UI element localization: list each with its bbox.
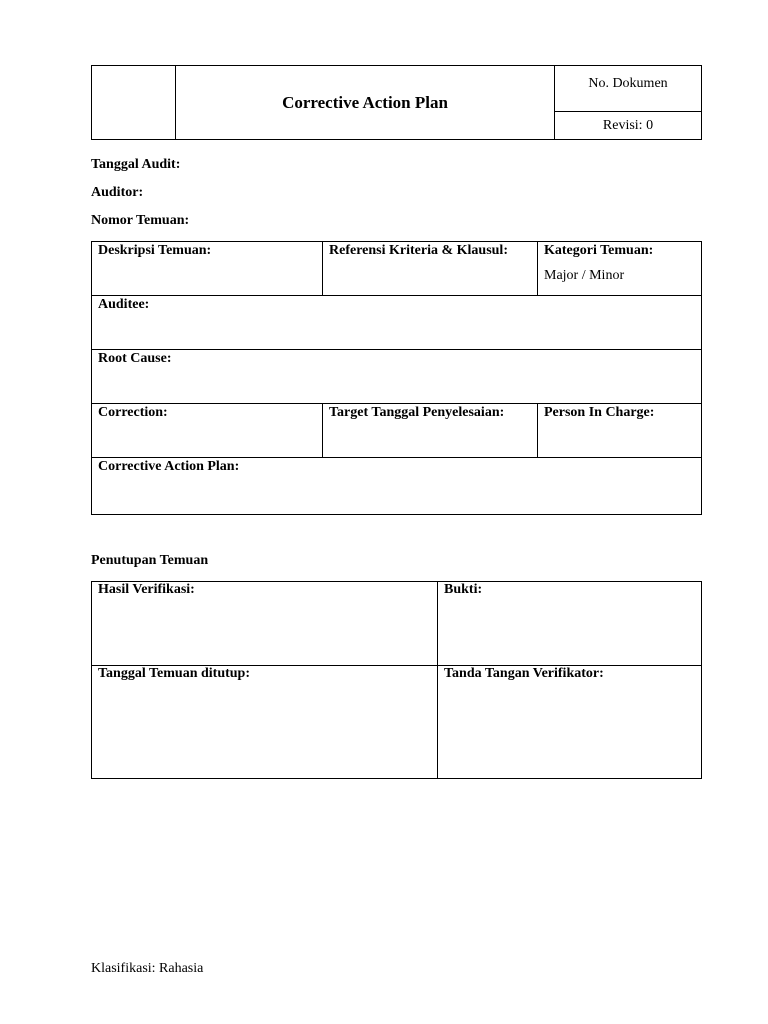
verifier-signature-cell[interactable] [438, 666, 702, 779]
document-title: Corrective Action Plan [176, 66, 555, 140]
verification-result-label: Hasil Verifikasi: [98, 582, 195, 597]
document-header [91, 65, 702, 140]
target-date-label: Target Tanggal Penyelesaian: [329, 405, 505, 420]
classification-footer: Klasifikasi: Rahasia [91, 961, 204, 976]
verification-result-cell[interactable] [92, 582, 438, 666]
target-date-cell[interactable] [323, 404, 538, 458]
evidence-cell[interactable] [438, 582, 702, 666]
revision-label: Revisi: 0 [555, 112, 702, 140]
description-cell[interactable] [92, 242, 323, 296]
person-in-charge-label: Person In Charge: [544, 405, 655, 420]
root-cause-label: Root Cause: [98, 351, 172, 366]
category-cell[interactable] [538, 242, 702, 296]
finding-number-label: Nomor Temuan: [91, 213, 190, 228]
closing-table [91, 581, 702, 779]
auditee-cell[interactable] [92, 296, 702, 350]
auditor-label: Auditor: [91, 185, 144, 200]
criteria-reference-cell[interactable] [323, 242, 538, 296]
correction-label: Correction: [98, 405, 168, 420]
closed-date-label: Tanggal Temuan ditutup: [98, 666, 250, 681]
auditee-label: Auditee: [98, 297, 150, 312]
category-label: Kategori Temuan: [544, 243, 654, 258]
criteria-reference-label: Referensi Kriteria & Klausul: [329, 243, 508, 258]
root-cause-cell[interactable] [92, 350, 702, 404]
correction-cell[interactable] [92, 404, 323, 458]
category-options: Major / Minor [544, 268, 625, 283]
corrective-action-plan-cell[interactable] [92, 458, 702, 515]
closing-section-title: Penutupan Temuan [91, 553, 209, 568]
person-in-charge-cell[interactable] [538, 404, 702, 458]
finding-table [91, 241, 702, 515]
document-number-label: No. Dokumen [555, 66, 702, 112]
verifier-signature-label: Tanda Tangan Verifikator: [444, 666, 604, 681]
evidence-label: Bukti: [444, 582, 483, 597]
audit-date-label: Tanggal Audit: [91, 157, 181, 172]
closed-date-cell[interactable] [92, 666, 438, 779]
description-label: Deskripsi Temuan: [98, 243, 212, 258]
corrective-action-plan-label: Corrective Action Plan: [98, 459, 240, 474]
logo-placeholder [92, 66, 176, 140]
